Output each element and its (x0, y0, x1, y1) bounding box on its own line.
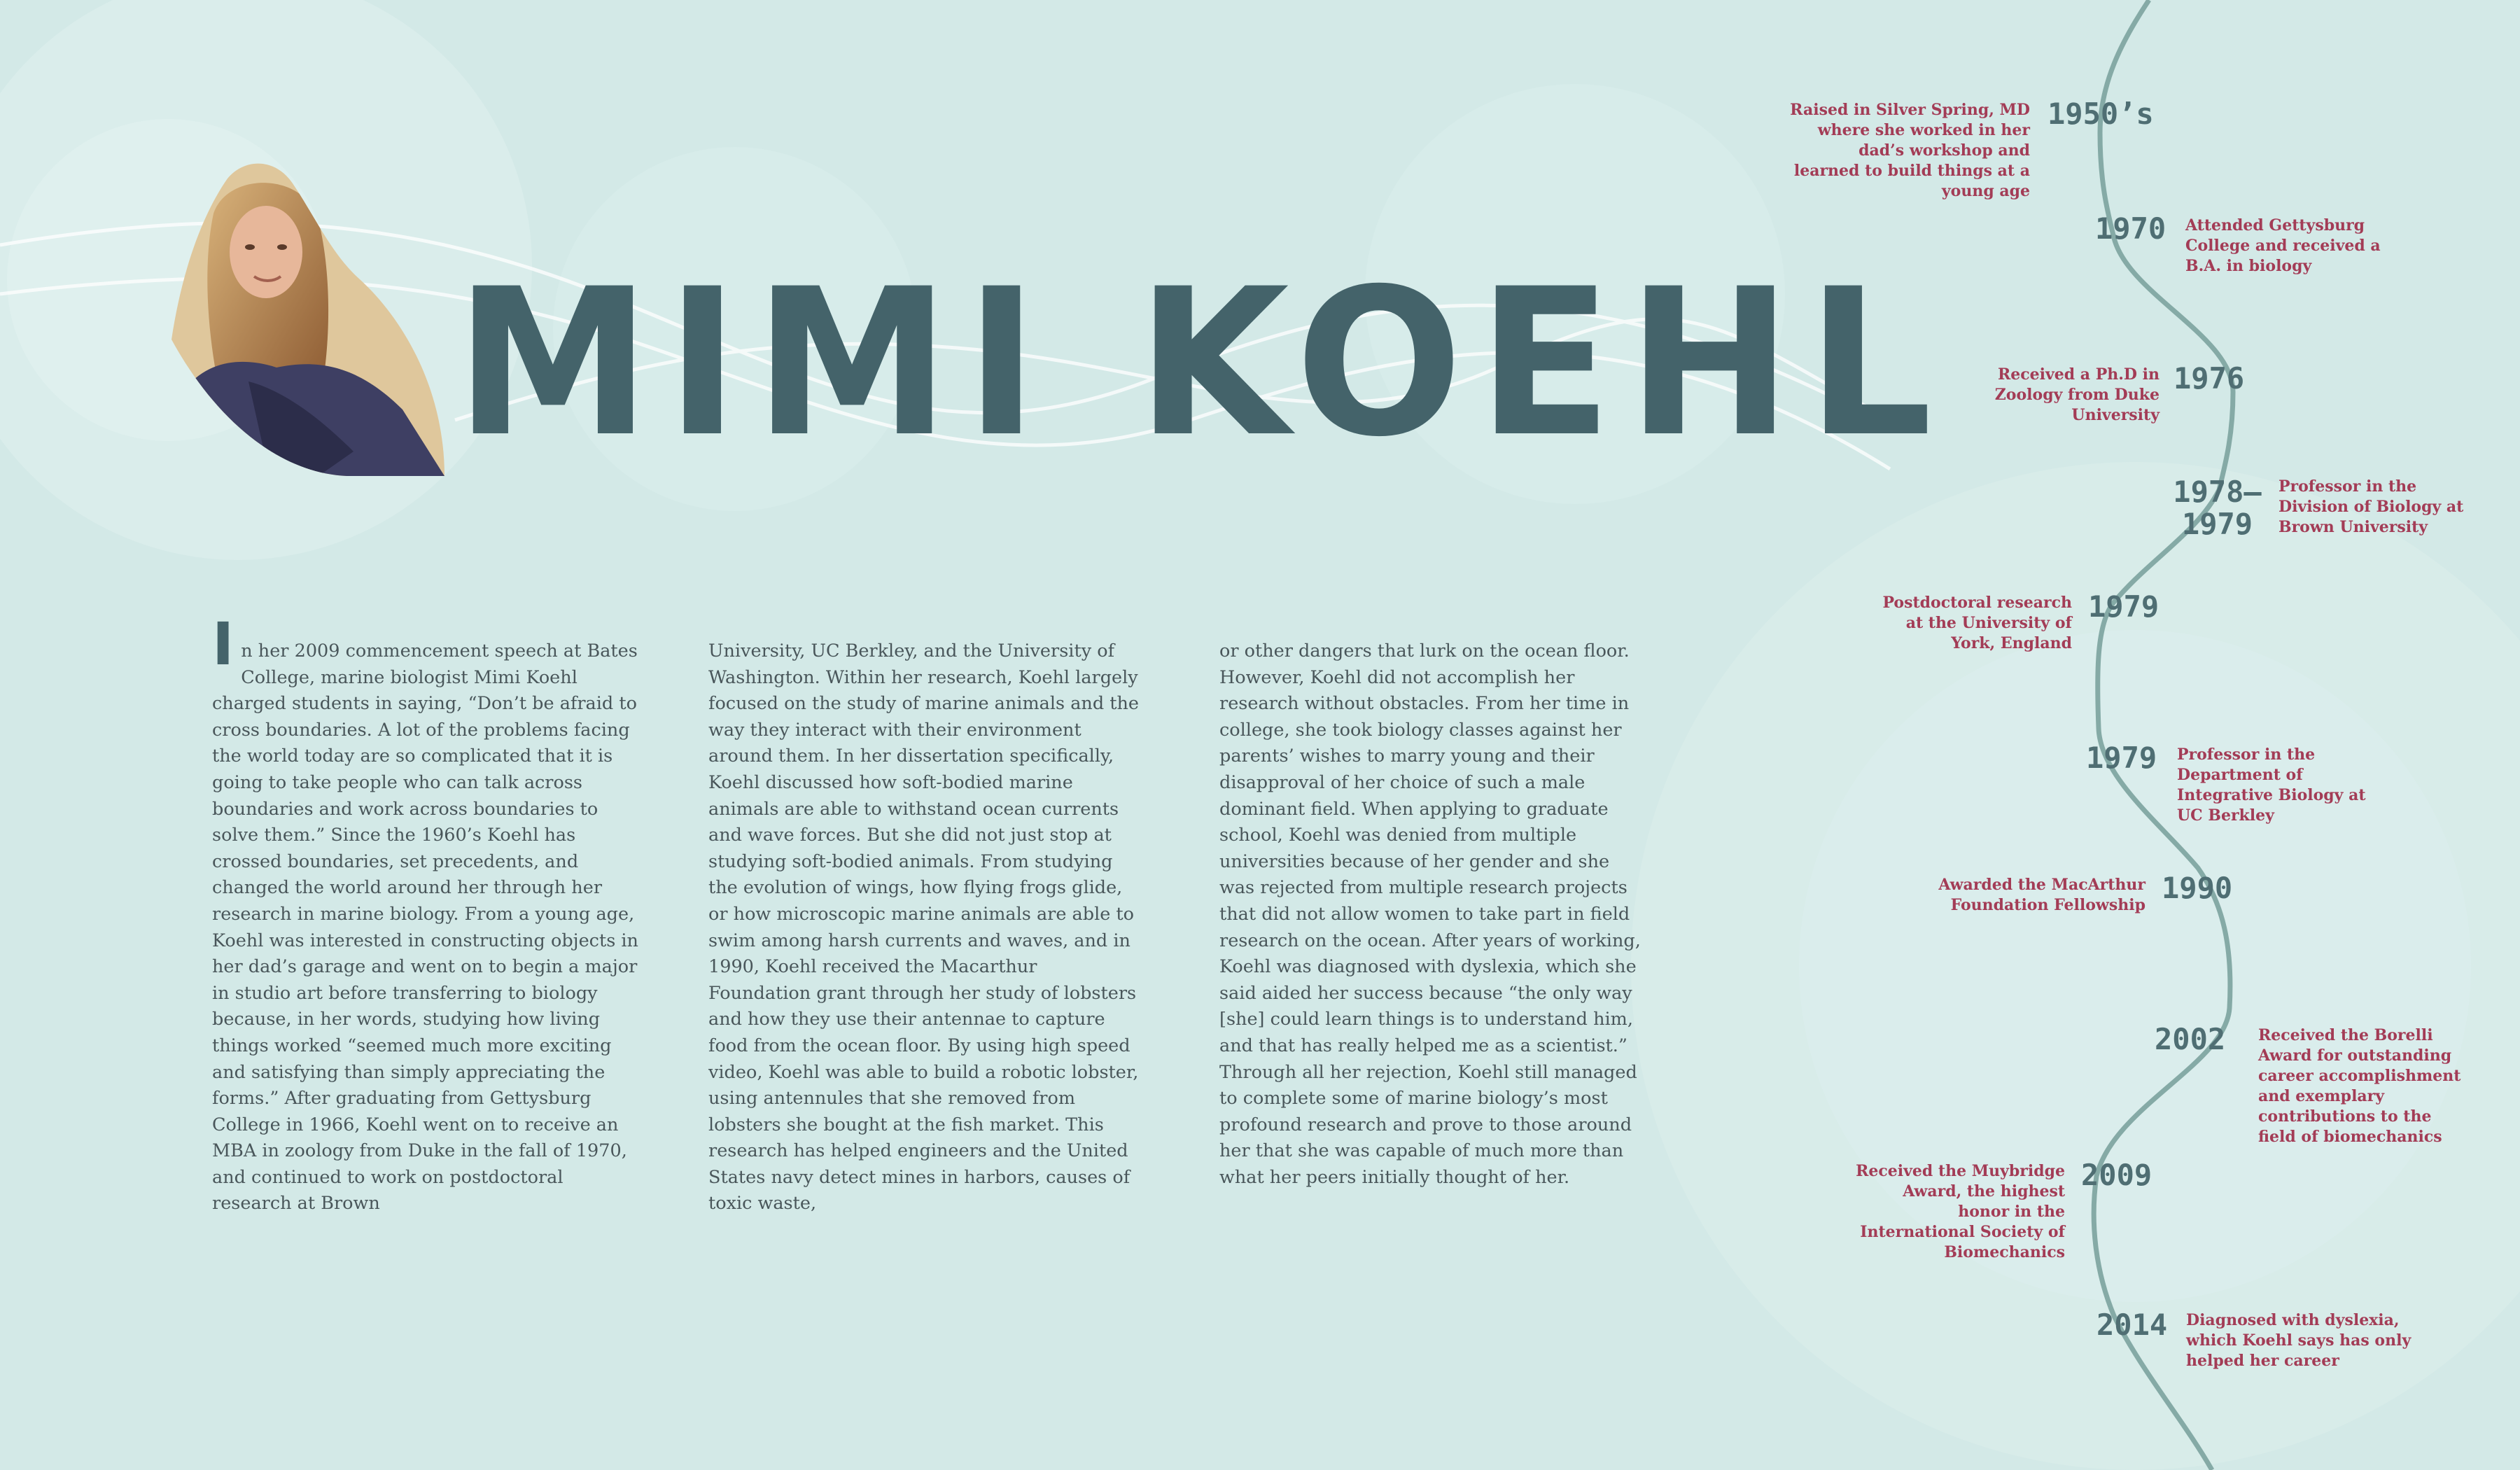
timeline-event: Attended Gettysburg College and received a B.A. in biology (2185, 216, 2381, 275)
timeline-event: Received the Borelli Award for outstanding career accomplishment and exemplary contributions to the field of biomechanics (2258, 1026, 2461, 1146)
portrait-photo (172, 158, 444, 476)
timeline-year: 1979 (2088, 589, 2160, 624)
timeline-event: Raised in Silver Spring, MD where she worked in her dad’s workshop and learned to build things at a young age (1790, 101, 2030, 200)
hero-name: MIMI KOEHL (455, 246, 1947, 482)
timeline-event: Received a Ph.D in Zoology from Duke University (1994, 365, 2160, 424)
timeline-year: 1970 (2095, 211, 2166, 246)
timeline-event: Professor in the Department of Integrative Biology at UC Berkley (2177, 746, 2366, 825)
timeline-year: 2014 (2096, 1308, 2168, 1342)
timeline-year: 2009 (2081, 1158, 2152, 1192)
drop-cap: I (212, 610, 234, 678)
timeline-year: 2002 (2155, 1022, 2226, 1056)
timeline-year: 1979 (2086, 741, 2157, 775)
timeline-year: 1976 (2174, 361, 2245, 396)
bio-column-1 (212, 610, 643, 1217)
timeline-event: Received the Muybridge Award, the highest honor in the International Society of Biomechanics (1856, 1162, 2065, 1261)
timeline-event: Diagnosed with dyslexia, which Koehl says has only helped her career (2186, 1311, 2412, 1370)
bio-text-1: n her 2009 commencement speech at Bates College, marine biologist Mimi Koehl charged students in saying, “Don’t be afraid to cross boundaries. A lot of the problems facing the world today are so complicated that it is going to take people who can talk across boundaries and work across boundaries to solve them.” Since the 1960’s Koehl has crossed boundaries, set precedents, and changed the world around her through her research in marine biology. From a young age, Koehl was interested in constructing objects in her dad’s garage and went on to begin a major in studio art before transferring to biology because, in her words, studying how living things worked “seemed much more exciting and satisfying than simply appreciating the forms.” After graduating from Gettysburg College in 1966, Koehl went on to receive an MBA in zoology from Duke in the fall of 1970, and continued to work on postdoctoral research at Brown (212, 640, 638, 1214)
timeline-year: 1950’s (2047, 97, 2154, 131)
timeline-event: Postdoctoral research at the University of York, England (1882, 594, 2072, 652)
timeline-year: 1990 (2162, 871, 2233, 905)
timeline-event: Professor in the Division of Biology at Brown University (2278, 477, 2464, 536)
bio-column-2: University, UC Berkley, and the University of Washington. Within her research, Koehl largely focused on the study of marine animals and the way they interact with their environment around them. In her dissertation specifically, Koehl discussed how soft-bodied marine animals are able to withstand ocean currents and wave forces. But she did not just stop at studying soft-bodied animals. From studying the evolution of wings, how flying frogs glide, or how microscopic marine animals are able to swim among harsh currents and waves, and in 1990, Koehl received the Macarthur Foundation grant through her study of lobsters and how they use their antennae to capture food from the ocean floor. By using high speed video, Koehl was able to build a robotic lobster, using antennules that she removed from lobsters she bought at the fish market. This research has helped engineers and the United States navy detect mines in harbors, causes of toxic waste, (708, 640, 1140, 1214)
bio-column-3: or other dangers that lurk on the ocean floor. However, Koehl did not accomplish her research without obstacles. From her time in college, she took biology classes against her parents’ wishes to marry young and their disapproval of her choice of such a male dominant field. When applying to graduate school, Koehl was denied from multiple universities because of her gender and she was rejected from multiple research projects that did not allow women to take part in field research on the ocean. After years of working, Koehl was diagnosed with dyslexia, which she said aided her success because “the only way [she] could learn things is to understand him, and that has really helped me as a scientist.” Through all her rejection, Koehl still managed to complete some of marine biology’s most profound research and prove to those around her that she was capable of much more than what her peers initially thought of her. (1219, 640, 1641, 1188)
timeline-event: Awarded the MacArthur Foundation Fellowship (1938, 876, 2146, 914)
timeline-year: 1978–1979 (2173, 475, 2262, 541)
